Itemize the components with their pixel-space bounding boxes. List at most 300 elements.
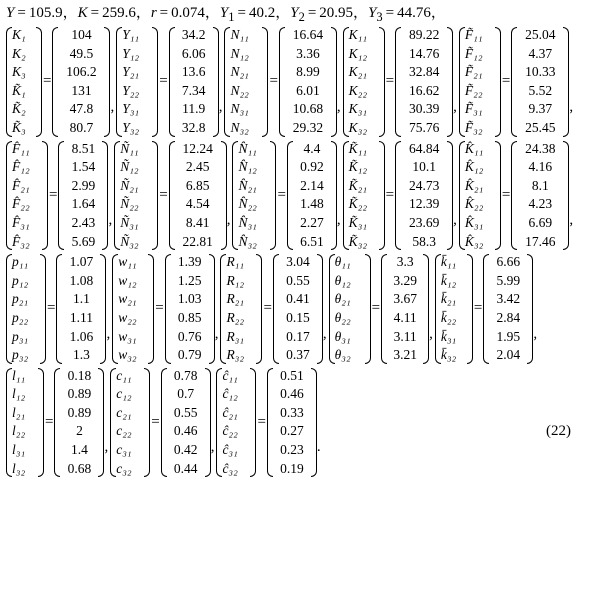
value-entry: 8.1 [531,177,549,193]
variable-entry: K̂₃₁ [464,214,484,230]
variable-entry: K₃₁ [348,101,368,117]
value-entry: 23.69 [408,214,440,230]
value-entry: 0.79 [177,347,202,363]
variable-vector [343,140,385,252]
value-entry: 2.45 [185,159,210,175]
variable-entry: p₁₂ [12,272,29,288]
value-entry: 6.01 [296,82,320,98]
value-entry: 4.16 [528,159,553,175]
matrix-row [6,140,583,252]
vector-equation-Ntilde [114,140,232,252]
separator: , [336,212,341,229]
value-entry: 1.25 [177,272,202,288]
variable-vector [6,367,44,479]
equals-sign: = [43,73,52,90]
value-entry: 0.41 [286,291,310,307]
value-entry: 1.39 [177,254,202,270]
value-entry: 0.89 [67,386,92,402]
variable-entry: Ñ₃₁ [120,214,139,230]
variable-entry: K̃₂₂ [348,196,368,212]
vector-equation-theta [329,253,435,365]
equals-sign: = [371,300,381,317]
variable-entry: c₂₂ [116,423,132,439]
variable-entry: F̂₁₁ [12,140,30,156]
scalar-k: 259.6 [102,5,136,21]
equation-number: (22) [546,422,571,439]
equals-sign: = [501,186,511,203]
variable-entry: K₁₂ [348,45,368,61]
value-entry: 32.84 [408,64,440,80]
variable-entry: N̂₃₁ [238,214,257,230]
value-entry: 11.9 [182,101,206,117]
value-entry: 3.11 [393,328,417,344]
value-vector [511,140,569,252]
vector-equation-Nhat [232,140,342,252]
value-entry: 8.99 [296,64,320,80]
value-entry: 2.99 [71,177,96,193]
variable-entry: F̂₂₁ [12,177,30,193]
variable-entry: θ₁₁ [334,254,351,270]
separator: , [210,439,215,456]
value-entry: 0.55 [286,272,310,288]
matrix-row [6,253,583,365]
variable-entry: F̃₁₂ [464,45,483,61]
separator: , [569,98,574,115]
variable-entry: R₂₂ [226,309,245,325]
value-entry: 58.3 [412,233,436,249]
variable-entry: Ñ₁₂ [120,159,139,175]
variable-entry: F̃₃₂ [464,119,483,135]
value-vector [165,253,215,365]
value-entry: 1.54 [71,159,96,175]
value-entry: 1.64 [71,196,96,212]
variable-vector [114,140,158,252]
variable-entry: K₂ [12,45,26,61]
value-entry: 0.19 [280,460,304,476]
variable-entry: k̄₂₁ [440,291,457,307]
vector-equation-l [6,367,110,479]
equals-sign: = [49,186,58,203]
vector-equation-Kij [343,26,459,138]
value-entry: 10.33 [525,64,556,80]
variable-entry: l₁₁ [12,367,26,383]
value-entry: 3.04 [286,254,310,270]
vector-equation-w [112,253,220,365]
value-entry: 5.99 [496,272,521,288]
value-entry: 12.39 [408,196,440,212]
separator: , [214,325,219,342]
vector-equation-p [6,253,112,365]
equals-sign: = [385,186,395,203]
value-entry: 0.7 [177,386,195,402]
value-entry: 80.7 [69,119,94,135]
variable-entry: K̃₂₁ [348,177,368,193]
separator: , [110,98,115,115]
scalar-y2: 20.95 [319,5,354,21]
equals-sign: = [159,73,168,90]
variable-entry: K̂₂₁ [464,177,484,193]
variable-entry: Ñ₂₂ [120,196,139,212]
value-entry: 24.73 [408,177,440,193]
variable-entry: k̄₃₁ [440,328,457,344]
separator: , [569,212,574,229]
equals-sign: = [257,413,266,430]
variable-entry: N̂₁₁ [238,140,257,156]
value-entry: 1.07 [69,254,94,270]
value-vector [279,26,337,138]
value-entry: 16.62 [408,82,440,98]
value-vector [483,253,533,365]
value-entry: 4.23 [528,196,553,212]
variable-entry: F̃₂₁ [464,64,483,80]
equals-sign: = [155,300,164,317]
value-entry: 49.5 [69,45,94,61]
variable-entry: θ₂₂ [334,309,351,325]
variable-entry: K̃₃ [12,119,26,135]
equals-sign: = [385,73,395,90]
value-entry: 0.46 [173,423,198,439]
value-entry: 0.44 [173,460,198,476]
variable-entry: ĉ₂₁ [222,404,238,420]
variable-entry: Y₃₂ [122,119,140,135]
value-entry: 6.51 [300,233,324,249]
value-entry: 1.08 [69,272,94,288]
variable-vector [6,140,48,252]
value-vector [267,367,317,479]
variable-entry: θ₂₁ [334,291,351,307]
value-entry: 12.24 [182,140,213,156]
value-vector [381,253,429,365]
variable-entry: w₂₁ [118,291,137,307]
value-vector [58,140,108,252]
value-entry: 10.68 [292,101,324,117]
vector-equation-K [6,26,116,138]
variable-entry: K̃₁ [12,82,26,98]
value-entry: 1.06 [69,328,94,344]
value-entry: 0.37 [286,347,310,363]
variable-entry: N̂₂₂ [238,196,257,212]
value-entry: 3.3 [396,254,414,270]
variable-entry: F̂₃₂ [12,233,30,249]
variable-entry: Y₂₂ [122,82,140,98]
value-entry: 6.66 [496,254,521,270]
value-entry: 106.2 [66,64,97,80]
value-entry: 2.27 [300,214,324,230]
separator: , [104,439,109,456]
equals-sign: = [151,413,160,430]
variable-entry: N̂₃₂ [238,233,257,249]
variable-entry: N₁₁ [230,27,249,42]
variable-entry: w₂₂ [118,309,137,325]
equals-sign: = [47,300,56,317]
separator: , [108,212,113,229]
separator: , [429,325,433,342]
variable-entry: ĉ₃₂ [222,460,238,476]
variable-entry: c₁₂ [116,386,132,402]
value-entry: 8.51 [71,140,96,156]
variable-entry: p₃₂ [12,347,29,363]
variable-entry: K̂₁₁ [464,140,484,156]
value-entry: 25.04 [525,27,556,42]
separator: , [218,98,223,115]
value-entry: 6.85 [185,177,210,193]
variable-entry: K₁₁ [348,27,368,42]
variable-entry: R₁₁ [226,254,245,270]
variable-entry: θ₁₂ [334,272,351,288]
value-entry: 1.95 [496,328,521,344]
vector-equation-Ktilde [343,140,459,252]
value-entry: 25.45 [525,119,556,135]
variable-entry: ĉ₁₂ [222,386,238,402]
value-entry: 0.33 [280,404,304,420]
variable-entry: θ₃₂ [334,347,351,363]
variable-vector [435,253,473,365]
equals-sign: = [159,186,168,203]
variable-entry: ĉ₃₁ [222,442,238,458]
variable-entry: k̄₃₂ [440,347,457,363]
variable-entry: K₃ [12,64,26,80]
vector-equation-c [110,367,216,479]
variable-vector [459,140,501,252]
value-entry: 4.37 [528,45,553,61]
value-entry: 24.38 [525,140,556,156]
equals-sign: = [45,413,54,430]
value-entry: 29.32 [292,119,324,135]
variable-entry: c₃₂ [116,460,132,476]
variable-entry: K̃₂ [12,101,26,117]
variable-entry: Y₁₁ [122,27,140,42]
value-entry: 2.43 [71,214,96,230]
variable-entry: F̂₁₂ [12,159,30,175]
value-entry: 0.42 [173,442,198,458]
variable-entry: F̂₃₁ [12,214,30,230]
separator: , [106,325,111,342]
variable-entry: l₃₂ [12,460,26,476]
variable-entry: F̃₃₁ [464,101,483,117]
variable-entry: N₃₁ [230,101,249,117]
value-entry: 13.6 [181,64,206,80]
variable-entry: k̄₁₁ [440,254,457,270]
equals-sign: = [277,186,286,203]
variable-entry: w₃₁ [118,328,137,344]
variable-entry: p₂₁ [12,291,29,307]
variable-entry: Ñ₃₂ [120,233,139,249]
value-entry: 0.23 [280,442,304,458]
variable-entry: c₂₁ [116,404,132,420]
variable-entry: K̂₁₂ [464,159,484,175]
value-entry: 0.76 [177,328,202,344]
value-entry: 14.76 [408,45,440,61]
value-entry: 0.27 [280,423,304,439]
variable-entry: K̃₃₁ [348,214,368,230]
variable-entry: c₁₁ [116,367,132,383]
variable-vector [232,140,276,252]
variable-entry: k̄₂₂ [440,309,457,325]
value-entry: 3.36 [296,45,320,61]
value-entry: 32.8 [181,119,206,135]
variable-entry: N₃₂ [230,119,249,135]
variable-entry: w₃₂ [118,347,137,363]
value-entry: 0.55 [173,404,198,420]
variable-entry: p₃₁ [12,328,29,344]
value-vector [54,367,104,479]
equation-22 [6,2,583,478]
variable-entry: K̂₂₂ [464,196,484,212]
value-entry: 0.15 [286,309,310,325]
variable-entry: F̂₂₂ [12,196,30,212]
variable-entry: θ₃₁ [334,328,351,344]
value-entry: 104 [71,27,92,42]
value-entry: 16.64 [292,27,324,42]
variable-entry: l₁₂ [12,386,26,402]
variable-vector [6,253,46,365]
variable-entry: Y₃₁ [122,101,140,117]
value-entry: 0.18 [67,367,92,383]
variable-entry: R₃₂ [226,347,245,363]
variable-entry: p₁₁ [12,254,29,270]
variable-entry: K̃₃₂ [348,233,368,249]
value-entry: 47.8 [69,101,94,117]
separator: , [336,98,341,115]
variable-entry: Ñ₂₁ [120,177,139,193]
variable-entry: c₃₁ [116,442,132,458]
separator: , [533,325,538,342]
value-entry: 7.34 [181,82,206,98]
vector-equation-Fhat [6,140,114,252]
value-entry: 30.39 [408,101,440,117]
variable-entry: l₂₁ [12,404,26,420]
variable-entry: K₃₂ [348,119,368,135]
value-entry: 0.89 [67,404,92,420]
value-entry: 22.81 [182,233,213,249]
vector-equation-Ftilde [459,26,575,138]
value-entry: 10.1 [412,159,436,175]
value-entry: 2.04 [496,347,521,363]
value-entry: 0.51 [280,367,304,383]
equals-sign: = [269,73,278,90]
value-entry: 89.22 [408,27,440,42]
variable-entry: l₃₁ [12,442,26,458]
variable-entry: l₂₂ [12,423,26,439]
variable-entry: K₁ [12,27,26,42]
vector-equation-kbar [435,253,539,365]
value-entry: 75.76 [408,119,440,135]
value-vector [52,26,110,138]
equals-sign: = [263,300,272,317]
value-entry: 4.54 [185,196,210,212]
variable-entry: Y₂₁ [122,64,140,80]
variable-entry: Y₁₂ [122,45,140,61]
variable-vector [116,26,158,138]
value-entry: 1.3 [73,347,90,363]
variable-entry: F̃₁₁ [464,27,483,42]
variable-entry: p₂₂ [12,309,29,325]
variable-vector [112,253,154,365]
variable-vector [224,26,268,138]
vector-equation-Y [116,26,224,138]
separator: , [453,212,457,229]
scalar-r: 0.074 [171,5,205,21]
variable-entry: K₂₁ [348,64,368,80]
vector-equation-N [224,26,342,138]
value-vector [287,140,337,252]
variable-entry: k̄₁₂ [440,272,457,288]
variable-entry: F̃₂₂ [464,82,483,98]
variable-vector [329,253,371,365]
value-vector [511,26,569,138]
vector-equation-Khat [459,140,575,252]
variable-entry: K̃₁₁ [348,140,368,156]
matrix-row [6,367,583,479]
value-vector [169,26,219,138]
variable-entry: N̂₂₁ [238,177,257,193]
value-entry: 0.68 [67,460,92,476]
value-entry: 2 [76,423,83,439]
variable-entry: N₂₂ [230,82,249,98]
value-vector [395,140,453,252]
value-entry: 17.46 [525,233,556,249]
variable-entry: K₂₂ [348,82,368,98]
variable-entry: Ñ₁₁ [120,140,139,156]
value-entry: 3.67 [393,291,417,307]
value-entry: 2.84 [496,309,521,325]
variable-entry: R₃₁ [226,328,245,344]
value-vector [161,367,211,479]
variable-vector [216,367,256,479]
value-vector [273,253,323,365]
equals-sign: = [501,73,511,90]
scalar-parameters-line: Y = 105.9，K = 259.6，r = 0.074，$Y_1 = 40.2$，$Y_2 = 20.95$，$Y_3 = 44.76$， [6,5,446,24]
value-entry: 2.14 [300,177,324,193]
value-entry: 9.37 [528,101,553,117]
variable-entry: R₂₁ [226,291,245,307]
value-entry: 5.52 [528,82,553,98]
value-entry: 0.46 [280,386,304,402]
value-entry: 6.06 [181,45,206,61]
value-entry: 0.78 [173,367,198,383]
vector-equation-R [220,253,328,365]
variable-entry: w₁₁ [118,254,137,270]
variable-vector [110,367,150,479]
value-entry: 0.17 [286,328,310,344]
value-entry: 1.03 [177,291,202,307]
vector-equation-chat [216,367,322,479]
separator: , [453,98,457,115]
value-vector [169,140,227,252]
matrix-row [6,26,583,138]
separator: . [316,439,321,456]
value-entry: 4.11 [393,309,417,325]
separator: , [226,212,231,229]
variable-vector [459,26,501,138]
variable-entry: R₁₂ [226,272,245,288]
variable-entry: K̃₁₂ [348,159,368,175]
variable-entry: N̂₁₂ [238,159,257,175]
value-vector [395,26,453,138]
value-entry: 5.69 [71,233,96,249]
equals-sign: = [473,300,483,317]
value-entry: 1.11 [69,309,94,325]
scalar-y: 105.9 [28,5,63,21]
variable-entry: ĉ₁₁ [222,367,238,383]
scalar-y1: 40.2 [248,5,276,21]
separator: , [322,325,327,342]
variable-vector [220,253,262,365]
value-entry: 64.84 [408,140,440,156]
variable-entry: K̂₃₂ [464,233,484,249]
value-entry: 1.48 [300,196,324,212]
variable-entry: N₂₁ [230,64,249,80]
